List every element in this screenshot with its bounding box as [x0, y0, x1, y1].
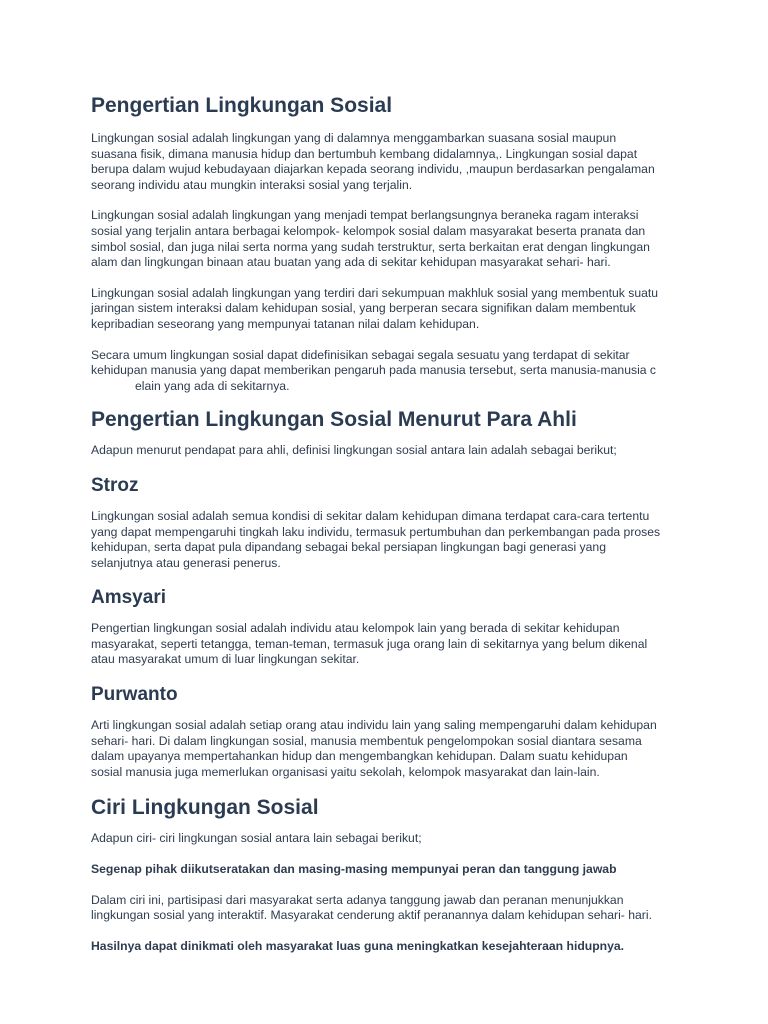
paragraph: [91, 718, 691, 780]
heading-para-ahli: Pengertian Lingkungan Sosial Menurut Para Ahli: [91, 408, 577, 432]
heading-amsyari: Amsyari: [91, 587, 166, 609]
bold-point: Segenap pihak diikutseratakan dan masing-masing mempunyai peran dan tanggung jawab: [91, 862, 617, 877]
text-line: lingkungan sosial yang interaktif. Masyarakat cenderung aktif peranannya dalam kehidupan sehari- hari.: [91, 908, 652, 923]
text-line: Secara umum lingkungan sosial dapat didefinisikan sebagai segala sesuatu yang terdapat di sekitar: [91, 347, 630, 362]
text-line: yang dapat mempengaruhi tingkah laku individu, termasuk pertumbuhan dan perkembangan pada proses: [91, 524, 661, 539]
heading-ciri: Ciri Lingkungan Sosial: [91, 796, 319, 820]
text-line: kehidupan manusia yang dapat memberikan pengaruh pada manusia tersebut, serta manusia-manusia c: [91, 363, 657, 378]
heading-stroz: Stroz: [91, 474, 139, 496]
text-line: sosial manusia juga memerlukan organisasi yaitu sekolah, kelompok masyarakat dan lain-lain.: [91, 764, 600, 779]
text-line: selanjutnya atau generasi penerus.: [91, 555, 281, 570]
paragraph: [91, 348, 691, 395]
text-line: Lingkungan sosial adalah lingkungan yang menjadi tempat berlangsungnya beraneka ragam interaksi: [91, 208, 639, 223]
paragraph: Adapun menurut pendapat para ahli, definisi lingkungan sosial antara lain adalah sebagai berikut;: [91, 443, 617, 458]
text-line: sosial yang terjalin antara berbagai kelompok- kelompok sosial dalam masyarakat beserta pranata dan: [91, 223, 646, 238]
paragraph: [91, 893, 691, 924]
text-line: simbol sosial, dan juga nilai serta norma yang sudah terstruktur, serta berkaitan erat dengan lingkungan: [91, 239, 650, 254]
text-line: sehari- hari. Di dalam lingkungan sosial, manusia membentuk pengelompokan sosial diantara sesama: [91, 733, 642, 748]
heading-purwanto: Purwanto: [91, 684, 178, 706]
heading-pengertian: Pengertian Lingkungan Sosial: [91, 94, 393, 117]
document-content: [91, 92, 691, 954]
text-line: kepribadian seseorang yang mempunyai tatanan nilai dalam kehidupan.: [91, 316, 480, 331]
text-line: seorang individu atau mungkin interaksi sosial yang terjalin.: [91, 177, 413, 192]
bold-point: Hasilnya dapat dinikmati oleh masyarakat luas guna meningkatkan kesejahteraan hidupnya.: [91, 938, 625, 953]
text-line: Arti lingkungan sosial adalah setiap orang atau individu lain yang saling mempengaruhi dalam kehidupan: [91, 718, 657, 733]
paragraph: [91, 131, 691, 193]
paragraph: [91, 621, 691, 668]
text-line: Dalam ciri ini, partisipasi dari masyarakat serta adanya tanggung jawab dan peranan menunjukkan: [91, 892, 624, 907]
text-line: atau masyarakat umum di luar lingkungan sekitar.: [91, 652, 360, 667]
paragraph: Adapun ciri- ciri lingkungan sosial antara lain sebagai berikut;: [91, 831, 422, 846]
text-line: masyarakat, seperti tetangga, teman-teman, termasuk juga orang lain di sekitarnya yang belum dikenal: [91, 636, 648, 651]
text-line: Pengertian lingkungan sosial adalah individu atau kelompok lain yang berada di sekitar kehidupan: [91, 621, 620, 636]
text-line: alam dan lingkungan binaan atau buatan yang ada di sekitar kehidupan masyarakat sehari- hari.: [91, 255, 611, 270]
text-line: berupa dalam wujud kebudayaan diajarkan kepada seorang individu, ,maupun berdasarkan pengalaman: [91, 162, 655, 177]
text-line: Lingkungan sosial adalah lingkungan yang di dalamnya menggambarkan suasana sosial maupun: [91, 131, 617, 145]
paragraph: [91, 286, 691, 333]
paragraph: [91, 509, 691, 571]
text-line: suasana fisik, dimana manusia hidup dan bertumbuh kembang didalamnya,. Lingkungan sosial dapat: [91, 146, 638, 161]
text-line: kehidupan, serta dapat pula dipandang sebagai bekal persiapan lingkungan bagi generasi yang: [91, 540, 606, 555]
text-line: dalam upayanya mempertahankan hidup dan mengembangkan kehidupan. Dalam suatu kehidupan: [91, 749, 628, 764]
text-line: jaringan sistem interaksi dalam kehidupan sosial, yang berperan secara signifikan dalam membentuk: [91, 301, 636, 316]
text-line: Lingkungan sosial adalah semua kondisi di sekitar dalam kehidupan dimana terdapat cara-cara tertentu: [91, 508, 650, 523]
text-line: Lingkungan sosial adalah lingkungan yang terdiri dari sekumpuan makhluk sosial yang membentuk suatu: [91, 285, 659, 300]
paragraph: [91, 208, 691, 270]
text-line: elain yang ada di sekitarnya.: [135, 378, 290, 393]
